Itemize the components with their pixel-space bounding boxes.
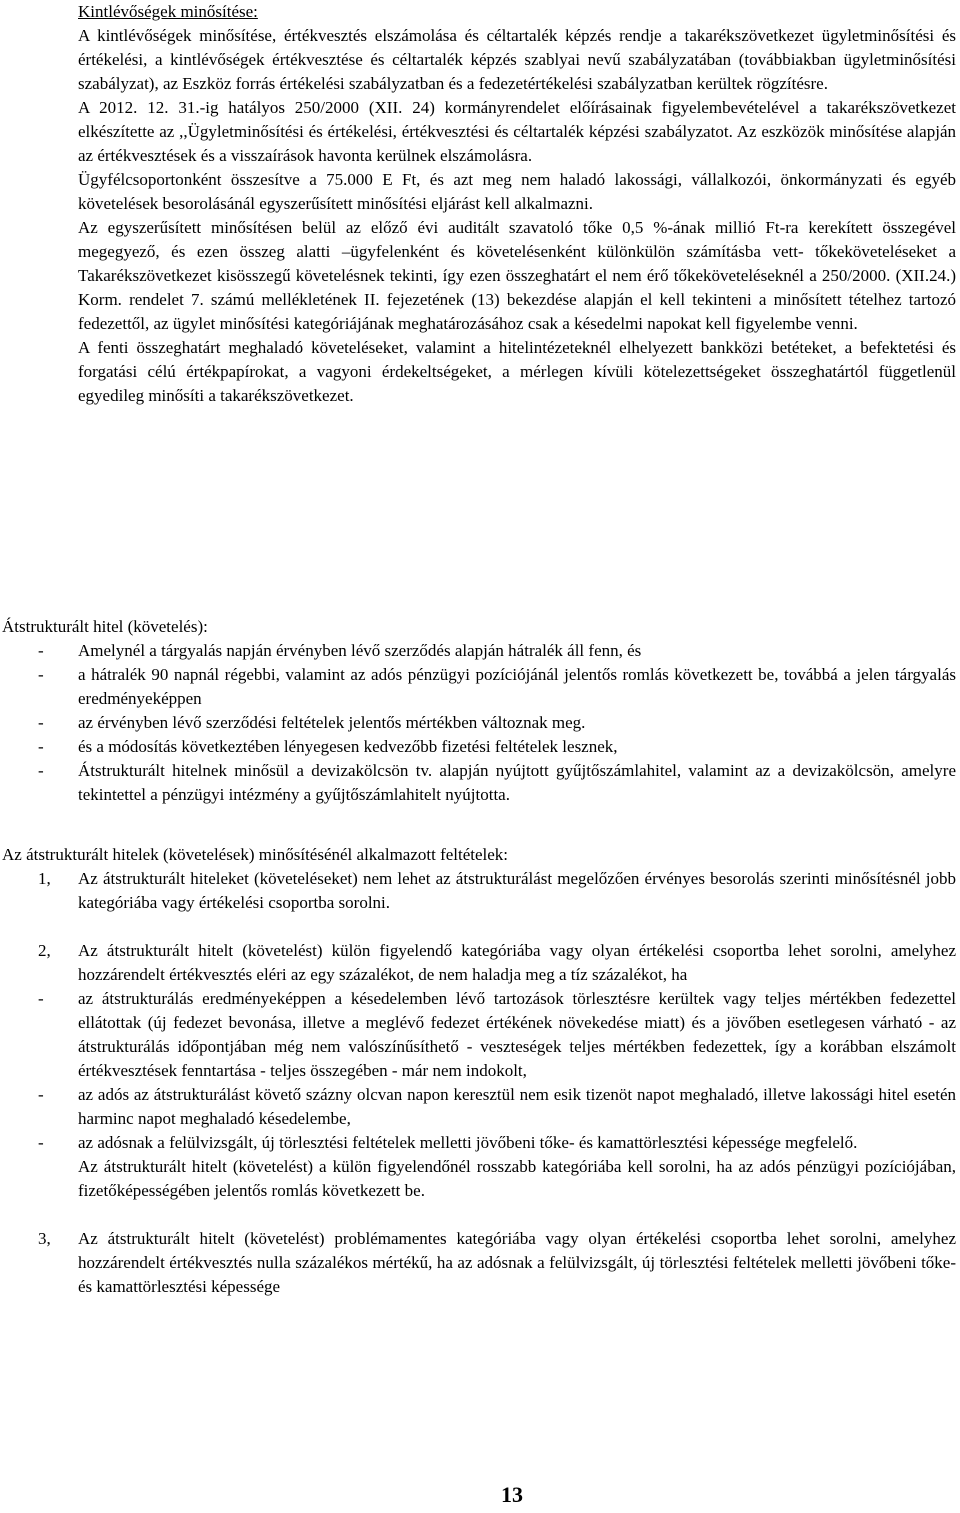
- section-restructured-loan: [2, 615, 956, 807]
- paragraph: Ügyfélcsoportonként összesítve a 75.000 E Ft, és azt meg nem haladó lakossági, vállalkozói, önkormányzati és egyéb követelések besorolásánál egyszerűsített minősítési eljárást kell alkalmazni.: [78, 170, 956, 213]
- list-item-text: a hátralék 90 napnál régebbi, valamint az adós pénzügyi pozíciójánál jelentős romlás következett be, továbbá a jelen tárgyalás eredményeképpen: [78, 665, 956, 708]
- list-item: [2, 1083, 956, 1131]
- section-heading: Az átstrukturált hitelek (követelések) minősítésénél alkalmazott feltételek:: [2, 845, 509, 864]
- item-number: 2,: [38, 941, 51, 960]
- dash-bullet: -: [38, 1133, 44, 1152]
- list-item: [2, 1131, 956, 1155]
- list-item: [2, 759, 956, 807]
- criteria-list: [2, 639, 956, 807]
- numbered-item: [2, 939, 956, 987]
- paragraph: A kintlévőségek minősítése, értékvesztés elszámolása és céltartalék képzés rendje a takarékszövetkezet ügyletminősítési és értékelési, a kintlévőségek értékvesztése és céltartalék képzés szablyai nevű szabályzatában (továbbiakban ügyletminősítési szabályzat), az Eszköz forrás értékelési szabályzatban és a fedezetértékelési szabályzatban kerültek rögzítésre.: [78, 26, 956, 93]
- list-item: [2, 711, 956, 735]
- numbered-item: [2, 867, 956, 915]
- list-item-text: Amelynél a tárgyalás napján érvényben lévő szerződés alapján hátralék áll fenn, és: [78, 641, 642, 660]
- sub-criteria-list: [2, 987, 956, 1155]
- item-text: Az átstrukturált hiteleket (követeléseket) nem lehet az átstrukturálást megelőzően érvényes besorolás szerinti minősítésnél jobb kategóriába vagy értékelési csoportba sorolni.: [78, 869, 956, 912]
- dash-bullet: -: [38, 737, 44, 756]
- list-item-text: és a módosítás következtében lényegesen kedvezőbb fizetési feltételek lesznek,: [78, 737, 618, 756]
- item-text: Az átstrukturált hitelt (követelést) külön figyelendő kategóriába vagy olyan értékelési csoportba lehet sorolni, amelyhez hozzárendelt értékvesztés eléri az egy százalékot, de nem haladja meg a tíz százalékot, ha: [78, 941, 956, 984]
- dash-bullet: -: [38, 641, 44, 660]
- list-item: [2, 987, 956, 1083]
- spacer: [2, 915, 956, 939]
- item-text: Az átstrukturált hitelt (követelést) problémamentes kategóriába vagy olyan értékelési csoportba lehet sorolni, amelyhez hozzárendelt értékvesztés nulla százalékos mértékű, ha az adósnak a felülvizsgált, új törlesztési feltételek melletti jövőbeni tőke- és kamattörlesztési képessége: [78, 1229, 956, 1296]
- section-restructured-conditions: [2, 843, 956, 1299]
- section-heading: Átstrukturált hitel (követelés):: [2, 617, 208, 636]
- list-item-text: az adósnak a felülvizsgált, új törlesztési feltételek melletti jövőbeni tőke- és kamattörlesztési képessége megfelelő.: [78, 1133, 858, 1152]
- section-heading: Kintlévőségek minősítése:: [78, 2, 258, 21]
- list-item-text: az adós az átstrukturálást követő százny olcvan napon keresztül nem esik tizenöt napot meghaladó, illetve lakossági hitel esetén harminc napot meghaladó késedelembe,: [78, 1085, 956, 1128]
- dash-bullet: -: [38, 665, 44, 684]
- numbered-item: [2, 1227, 956, 1299]
- list-item-text: Átstrukturált hitelnek minősül a devizakölcsön tv. alapján nyújtott gyűjtőszámlahitel, valamint az a devizakölcsön, amelyre tekintettel a pénzügyi intézmény a gyűjtőszámlahitelt nyújtotta.: [78, 761, 956, 804]
- item-number: 3,: [38, 1229, 51, 1248]
- paragraph: A 2012. 12. 31.-ig hatályos 250/2000 (XII. 24) kormányrendelet előírásainak figyelembevételével a takarékszövetkezet elkészítette az ,,Ügyletminősítési és értékelési, értékvesztési és céltartalék képzési szabályzatot. Az eszközök minősítése alapján az értékvesztések és a visszaírások havonta kerülnek elszámolásra.: [78, 98, 956, 165]
- dash-bullet: -: [38, 1085, 44, 1104]
- dash-bullet: -: [38, 989, 44, 1008]
- paragraph: A fenti összeghatárt meghaladó követeléseket, valamint a hitelintézeteknél elhelyezett bankközi betéteket, a befektetési és forgatási célú értékpapírokat, a vagyoni érdekeltségeket, a mérlegen kívüli kötelezettségeket összeghatártól függetlenül egyedileg minősíti a takarékszövetkezet.: [78, 338, 956, 405]
- closing-paragraph: Az átstrukturált hitelt (követelést) a külön figyelendőnél rosszabb kategóriába kell sorolni, ha az adós pénzügyi pozíciójában, fizetőképességében jelentős romlás következett be.: [78, 1157, 956, 1200]
- page-number: 13: [501, 1482, 523, 1507]
- list-item: [2, 639, 956, 663]
- item-number: 1,: [38, 869, 51, 888]
- paragraph: Az egyszerűsített minősítésen belül az előző évi auditált szavatoló tőke 0,5 %-ának millió Ft-ra kerekített összegével megegyező, és ezen összeg alatti –ügyfelenként és követelésenként különkülön számításba vett- tőkeköveteléseket a Takarékszövetkezet kisösszegű követelésnek tekinti, így ezen összeghatárt el nem érő tőkeköveteléseknél a 250/2000. (XII.24.) Korm. rendelet 7. számú mellékletének II. fejezetének (13) bekezdése alapján el kell tekinteni a minősített tételhez tartozó fedezettől, az ügylet minősítési kategóriájának meghatározásához csak a késedelmi napokat kell figyelembe venni.: [78, 218, 956, 333]
- list-item: [2, 735, 956, 759]
- spacer: [2, 1203, 956, 1227]
- list-item: [2, 663, 956, 711]
- dash-bullet: -: [38, 761, 44, 780]
- list-item-text: az átstrukturálás eredményeképpen a késedelemben lévő tartozások törlesztésre kerültek vagy teljes mértékben fedezettel ellátottak (új fedezet bevonása, illetve a meglévő fedezet értékének növekedése miatt) és a jövőben esetlegesen várható - az átstrukturálás időpontjában még nem valószínűsíthető - veszteségek teljes mértékben fedezettek, így a korábban elszámolt értékvesztések fenntartása - teljes összegében - már nem indokolt,: [78, 989, 956, 1080]
- dash-bullet: -: [38, 713, 44, 732]
- section-receivables-classification: [78, 0, 956, 408]
- list-item-text: az érvényben lévő szerződési feltételek jelentős mértékben változnak meg.: [78, 713, 586, 732]
